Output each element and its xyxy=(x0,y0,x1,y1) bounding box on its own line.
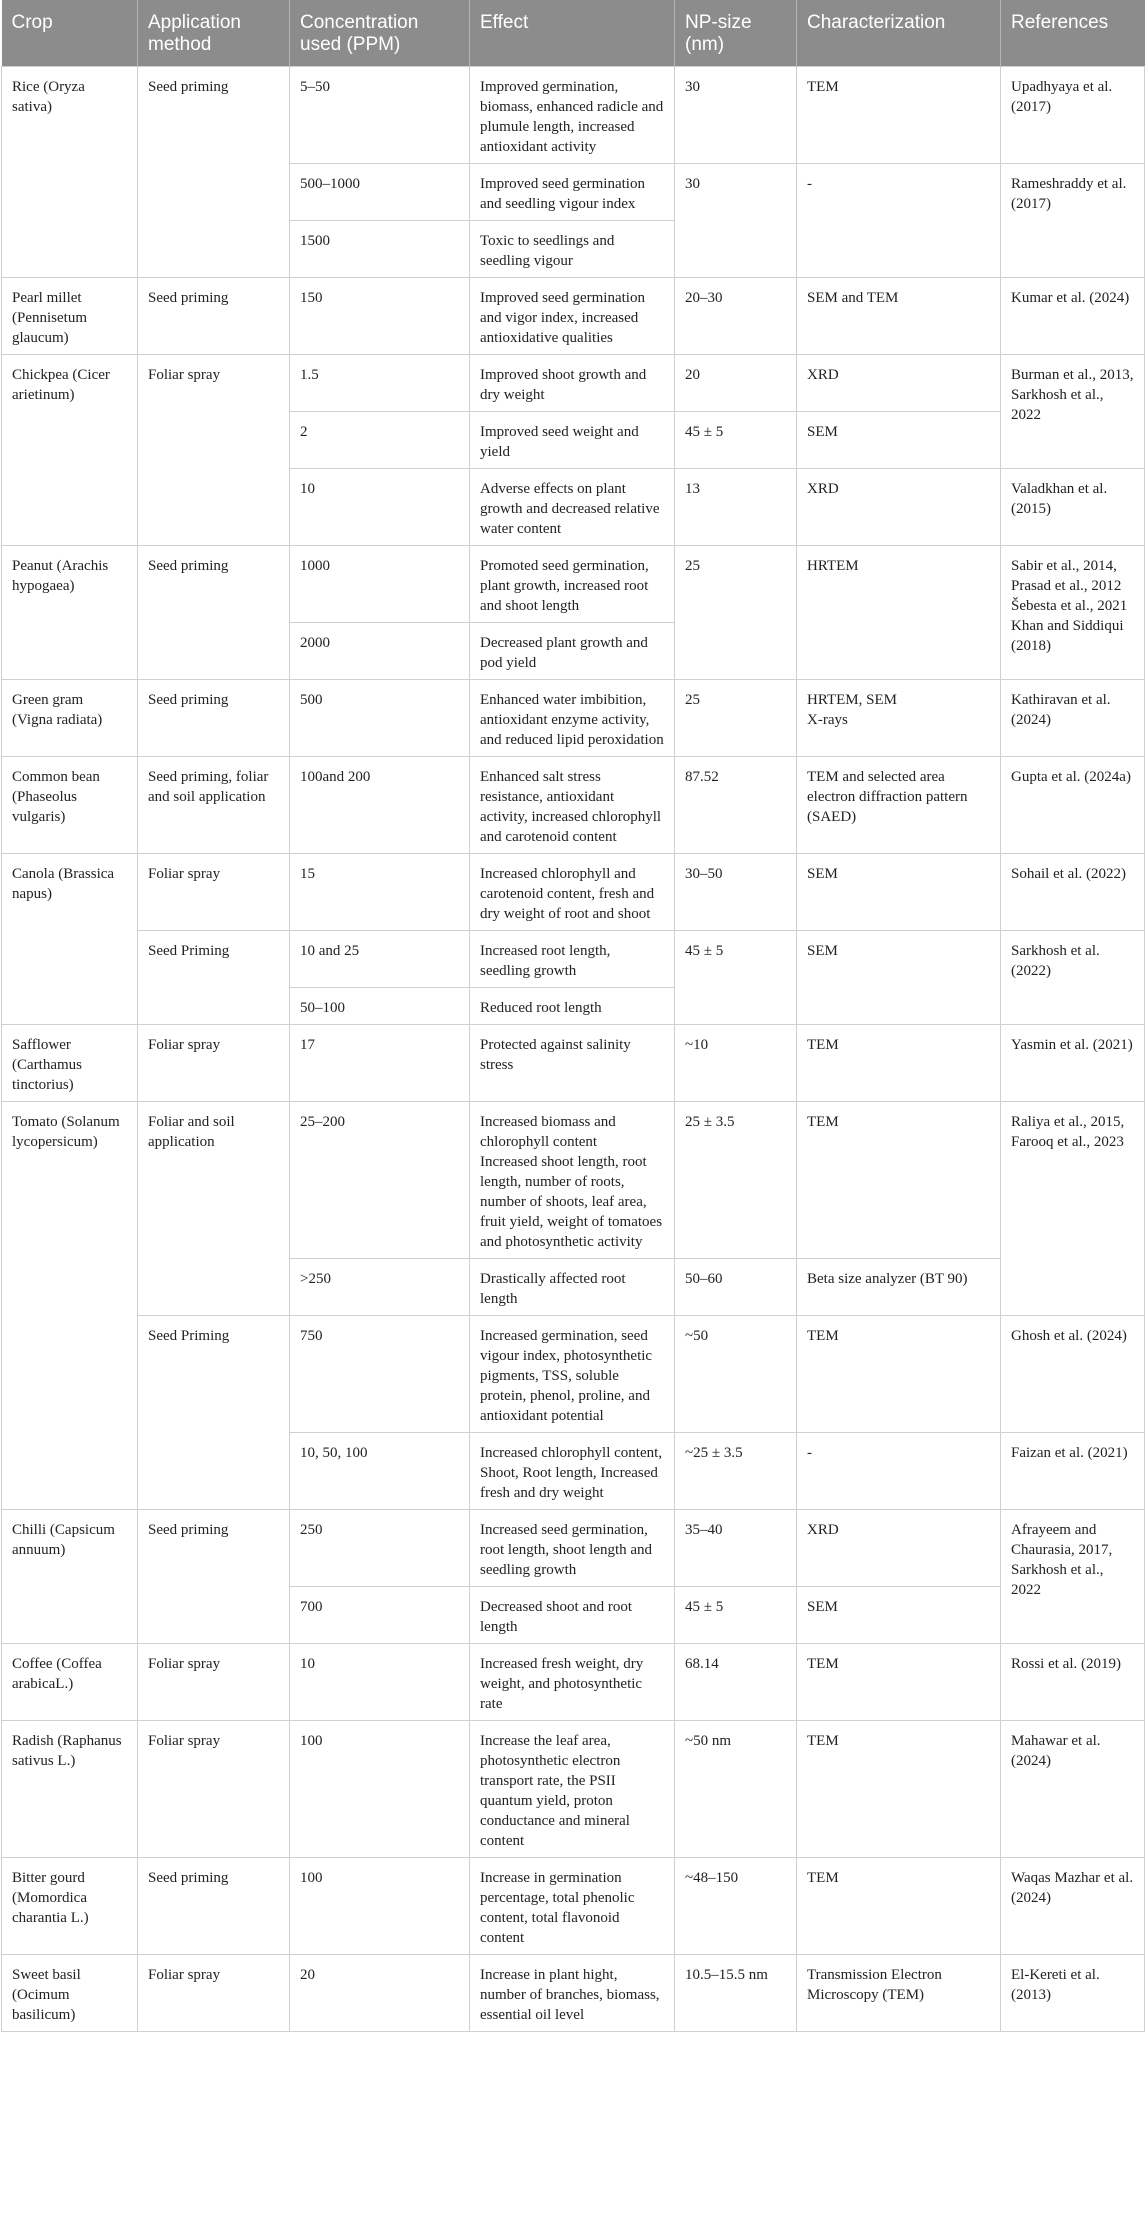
concentration-cell: 500–1000 xyxy=(290,164,470,221)
crop-cell: Common bean (Phaseolus vulgaris) xyxy=(2,757,138,854)
reference-cell: Rossi et al. (2019) xyxy=(1001,1644,1145,1721)
characterization-cell: XRD xyxy=(797,1510,1001,1587)
np-size-cell: ~48–150 xyxy=(675,1858,797,1955)
crop-cell: Pearl millet (Pennisetum glaucum) xyxy=(2,278,138,355)
reference-cell: Burman et al., 2013, Sarkhosh et al., 2022 xyxy=(1001,355,1145,469)
np-size-cell: ~10 xyxy=(675,1025,797,1102)
table-row xyxy=(2,1102,1145,1259)
characterization-cell: SEM xyxy=(797,412,1001,469)
table-row xyxy=(2,680,1145,757)
concentration-cell: 2 xyxy=(290,412,470,469)
np-size-cell: 20–30 xyxy=(675,278,797,355)
characterization-cell: TEM xyxy=(797,1721,1001,1858)
effect-cell: Enhanced salt stress resistance, antioxidant activity, increased chlorophyll and carotenoid content xyxy=(470,757,675,854)
method-cell: Seed priming xyxy=(138,1858,290,1955)
reference-cell: Mahawar et al. (2024) xyxy=(1001,1721,1145,1858)
effect-cell: Increased biomass and chlorophyll content Increased shoot length, root length, number of roots, number of shoots, leaf area, fruit yield, weight of tomatoes and photosynthetic activity xyxy=(470,1102,675,1259)
method-cell: Seed priming xyxy=(138,546,290,680)
method-cell: Foliar spray xyxy=(138,1721,290,1858)
effect-cell: Toxic to seedlings and seedling vigour xyxy=(470,221,675,278)
concentration-cell: 25–200 xyxy=(290,1102,470,1259)
characterization-cell: TEM xyxy=(797,1025,1001,1102)
reference-cell: Rameshraddy et al. (2017) xyxy=(1001,164,1145,278)
table-row xyxy=(2,1721,1145,1858)
method-cell: Seed priming xyxy=(138,67,290,278)
crop-cell: Sweet basil (Ocimum basilicum) xyxy=(2,1955,138,2032)
effect-cell: Increase the leaf area, photosynthetic electron transport rate, the PSII quantum yield, proton conductance and mineral content xyxy=(470,1721,675,1858)
method-cell: Seed priming, foliar and soil application xyxy=(138,757,290,854)
table-row xyxy=(2,1644,1145,1721)
reference-cell: Faizan et al. (2021) xyxy=(1001,1433,1145,1510)
table-row xyxy=(2,1510,1145,1587)
effect-cell: Increased germination, seed vigour index, photosynthetic pigments, TSS, soluble protein, phenol, proline, and antioxidant potential xyxy=(470,1316,675,1433)
effect-cell: Enhanced water imbibition, antioxidant enzyme activity, and reduced lipid peroxidation xyxy=(470,680,675,757)
reference-cell: Gupta et al. (2024a) xyxy=(1001,757,1145,854)
effect-cell: Decreased shoot and root length xyxy=(470,1587,675,1644)
reference-cell: Kathiravan et al. (2024) xyxy=(1001,680,1145,757)
characterization-cell: XRD xyxy=(797,355,1001,412)
method-cell: Foliar spray xyxy=(138,854,290,931)
reference-cell: Ghosh et al. (2024) xyxy=(1001,1316,1145,1433)
concentration-cell: 10, 50, 100 xyxy=(290,1433,470,1510)
np-size-cell: 25 xyxy=(675,546,797,680)
characterization-cell: TEM xyxy=(797,1316,1001,1433)
concentration-cell: 17 xyxy=(290,1025,470,1102)
method-cell: Foliar spray xyxy=(138,1644,290,1721)
crop-cell: Chilli (Capsicum annuum) xyxy=(2,1510,138,1644)
concentration-cell: 150 xyxy=(290,278,470,355)
header-references: References xyxy=(1001,0,1145,67)
table-row xyxy=(2,1858,1145,1955)
np-size-cell: ~50 nm xyxy=(675,1721,797,1858)
effect-cell: Decreased plant growth and pod yield xyxy=(470,623,675,680)
concentration-cell: 100 xyxy=(290,1721,470,1858)
reference-cell: Afrayeem and Chaurasia, 2017, Sarkhosh et al., 2022 xyxy=(1001,1510,1145,1644)
concentration-cell: 2000 xyxy=(290,623,470,680)
concentration-cell: 50–100 xyxy=(290,988,470,1025)
reference-cell: Sarkhosh et al. (2022) xyxy=(1001,931,1145,1025)
characterization-cell: TEM xyxy=(797,1102,1001,1259)
characterization-cell: SEM and TEM xyxy=(797,278,1001,355)
characterization-cell: SEM xyxy=(797,931,1001,1025)
np-size-cell: 35–40 xyxy=(675,1510,797,1587)
concentration-cell: 1500 xyxy=(290,221,470,278)
np-size-cell: 13 xyxy=(675,469,797,546)
concentration-cell: 10 xyxy=(290,1644,470,1721)
crop-cell: Tomato (Solanum lycopersicum) xyxy=(2,1102,138,1510)
characterization-cell: HRTEM, SEM X-rays xyxy=(797,680,1001,757)
concentration-cell: 1000 xyxy=(290,546,470,623)
reference-cell: Sabir et al., 2014, Prasad et al., 2012 Šebesta et al., 2021 Khan and Siddiqui (2018) xyxy=(1001,546,1145,680)
np-size-cell: 45 ± 5 xyxy=(675,412,797,469)
characterization-cell: TEM xyxy=(797,1644,1001,1721)
np-size-cell: ~25 ± 3.5 xyxy=(675,1433,797,1510)
reference-cell: Valadkhan et al. (2015) xyxy=(1001,469,1145,546)
method-cell: Seed Priming xyxy=(138,931,290,1025)
effect-cell: Increased chlorophyll content, Shoot, Root length, Increased fresh and dry weight xyxy=(470,1433,675,1510)
table-row xyxy=(2,1955,1145,2032)
reference-cell: Yasmin et al. (2021) xyxy=(1001,1025,1145,1102)
crop-cell: Safflower (Carthamus tinctorius) xyxy=(2,1025,138,1102)
concentration-cell: 750 xyxy=(290,1316,470,1433)
np-size-cell: 10.5–15.5 nm xyxy=(675,1955,797,2032)
np-size-cell: 87.52 xyxy=(675,757,797,854)
np-size-cell: 25 ± 3.5 xyxy=(675,1102,797,1259)
effect-cell: Improved germination, biomass, enhanced radicle and plumule length, increased antioxidant activity xyxy=(470,67,675,164)
crop-cell: Canola (Brassica napus) xyxy=(2,854,138,1025)
concentration-cell: 100and 200 xyxy=(290,757,470,854)
effect-cell: Increased root length, seedling growth xyxy=(470,931,675,988)
effect-cell: Adverse effects on plant growth and decreased relative water content xyxy=(470,469,675,546)
reference-cell: El-Kereti et al. (2013) xyxy=(1001,1955,1145,2032)
method-cell: Seed priming xyxy=(138,680,290,757)
table-row xyxy=(2,757,1145,854)
reference-cell: Raliya et al., 2015, Farooq et al., 2023 xyxy=(1001,1102,1145,1316)
characterization-cell: SEM xyxy=(797,1587,1001,1644)
characterization-cell: - xyxy=(797,1433,1001,1510)
crop-cell: Bitter gourd (Momordica charantia L.) xyxy=(2,1858,138,1955)
crop-cell: Peanut (Arachis hypogaea) xyxy=(2,546,138,680)
table-row xyxy=(2,546,1145,623)
table-row xyxy=(2,355,1145,412)
data-table xyxy=(1,0,1145,2032)
crop-cell: Chickpea (Cicer arietinum) xyxy=(2,355,138,546)
method-cell: Foliar spray xyxy=(138,1955,290,2032)
concentration-cell: 10 and 25 xyxy=(290,931,470,988)
characterization-cell: SEM xyxy=(797,854,1001,931)
header-row xyxy=(2,0,1145,67)
reference-cell: Sohail et al. (2022) xyxy=(1001,854,1145,931)
table-row xyxy=(2,67,1145,164)
method-cell: Foliar spray xyxy=(138,1025,290,1102)
concentration-cell: 10 xyxy=(290,469,470,546)
np-size-cell: 20 xyxy=(675,355,797,412)
effect-cell: Improved seed germination and vigor index, increased antioxidative qualities xyxy=(470,278,675,355)
concentration-cell: 700 xyxy=(290,1587,470,1644)
characterization-cell: TEM xyxy=(797,1858,1001,1955)
concentration-cell: 20 xyxy=(290,1955,470,2032)
header-characterization: Characterization xyxy=(797,0,1001,67)
table-row xyxy=(2,854,1145,931)
crop-cell: Rice (Oryza sativa) xyxy=(2,67,138,278)
effect-cell: Improved shoot growth and dry weight xyxy=(470,355,675,412)
np-size-cell: 30–50 xyxy=(675,854,797,931)
reference-cell: Waqas Mazhar et al. (2024) xyxy=(1001,1858,1145,1955)
effect-cell: Increased fresh weight, dry weight, and photosynthetic rate xyxy=(470,1644,675,1721)
table-row xyxy=(2,931,1145,988)
np-size-cell: 25 xyxy=(675,680,797,757)
characterization-cell: - xyxy=(797,164,1001,278)
crop-cell: Radish (Raphanus sativus L.) xyxy=(2,1721,138,1858)
characterization-cell: Transmission Electron Microscopy (TEM) xyxy=(797,1955,1001,2032)
np-size-cell: 30 xyxy=(675,67,797,164)
concentration-cell: 5–50 xyxy=(290,67,470,164)
effect-cell: Increase in plant hight, number of branches, biomass, essential oil level xyxy=(470,1955,675,2032)
effect-cell: Reduced root length xyxy=(470,988,675,1025)
characterization-cell: XRD xyxy=(797,469,1001,546)
method-cell: Seed Priming xyxy=(138,1316,290,1510)
np-size-cell: 45 ± 5 xyxy=(675,1587,797,1644)
header-crop: Crop xyxy=(2,0,138,67)
effect-cell: Increased seed germination, root length, shoot length and seedling growth xyxy=(470,1510,675,1587)
effect-cell: Improved seed weight and yield xyxy=(470,412,675,469)
characterization-cell: Beta size analyzer (BT 90) xyxy=(797,1259,1001,1316)
reference-cell: Kumar et al. (2024) xyxy=(1001,278,1145,355)
characterization-cell: TEM xyxy=(797,67,1001,164)
np-size-cell: 68.14 xyxy=(675,1644,797,1721)
header-concentration: Concentration used (PPM) xyxy=(290,0,470,67)
concentration-cell: 100 xyxy=(290,1858,470,1955)
method-cell: Foliar and soil application xyxy=(138,1102,290,1316)
np-size-cell: 30 xyxy=(675,164,797,278)
np-size-cell: 50–60 xyxy=(675,1259,797,1316)
method-cell: Seed priming xyxy=(138,278,290,355)
table-row xyxy=(2,1316,1145,1433)
characterization-cell: HRTEM xyxy=(797,546,1001,680)
effect-cell: Protected against salinity stress xyxy=(470,1025,675,1102)
method-cell: Seed priming xyxy=(138,1510,290,1644)
reference-cell: Upadhyaya et al. (2017) xyxy=(1001,67,1145,164)
crop-cell: Green gram (Vigna radiata) xyxy=(2,680,138,757)
crop-cell: Coffee (Coffea arabicaL.) xyxy=(2,1644,138,1721)
table-row xyxy=(2,278,1145,355)
header-application-method: Application method xyxy=(138,0,290,67)
concentration-cell: >250 xyxy=(290,1259,470,1316)
header-np-size: NP-size (nm) xyxy=(675,0,797,67)
header-effect: Effect xyxy=(470,0,675,67)
np-size-cell: ~50 xyxy=(675,1316,797,1433)
characterization-cell: TEM and selected area electron diffraction pattern (SAED) xyxy=(797,757,1001,854)
method-cell: Foliar spray xyxy=(138,355,290,546)
concentration-cell: 1.5 xyxy=(290,355,470,412)
effect-cell: Promoted seed germination, plant growth, increased root and shoot length xyxy=(470,546,675,623)
concentration-cell: 250 xyxy=(290,1510,470,1587)
effect-cell: Drastically affected root length xyxy=(470,1259,675,1316)
concentration-cell: 15 xyxy=(290,854,470,931)
effect-cell: Increased chlorophyll and carotenoid content, fresh and dry weight of root and shoot xyxy=(470,854,675,931)
concentration-cell: 500 xyxy=(290,680,470,757)
table-row xyxy=(2,1025,1145,1102)
effect-cell: Increase in germination percentage, total phenolic content, total flavonoid content xyxy=(470,1858,675,1955)
np-size-cell: 45 ± 5 xyxy=(675,931,797,1025)
effect-cell: Improved seed germination and seedling vigour index xyxy=(470,164,675,221)
